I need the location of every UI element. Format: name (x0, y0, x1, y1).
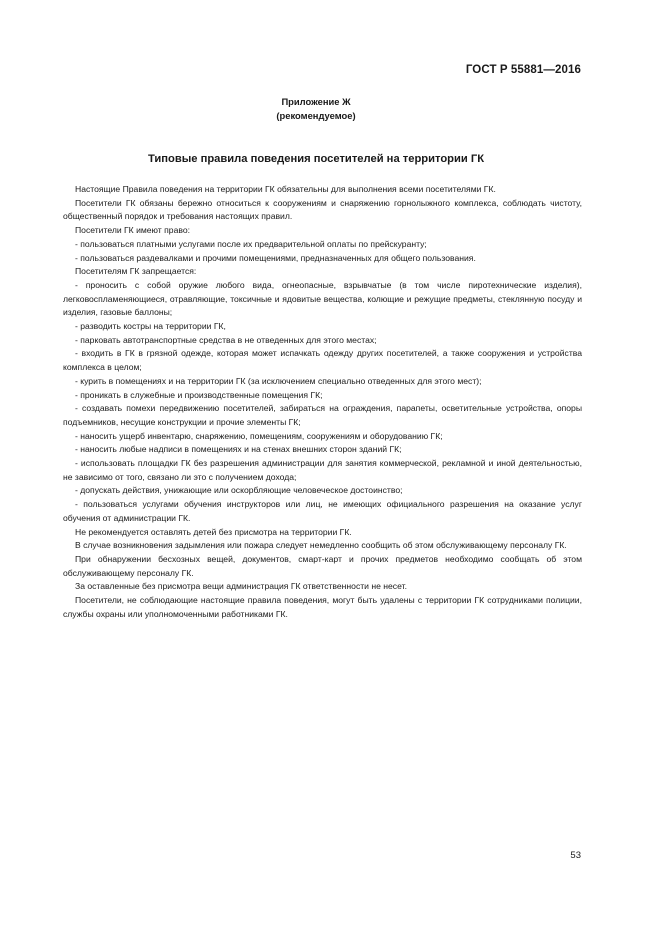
list-item: - наносить ущерб инвентарю, снаряжению, помещениям, сооружениям и оборудованию ГК; (75, 430, 443, 441)
paragraph: Посетителям ГК запрещается: (75, 266, 197, 277)
list-item: - проникать в служебные и производственные помещения ГК; (75, 389, 323, 400)
paragraph: За оставленные без присмотра вещи администрация ГК ответственности не несет. (75, 581, 407, 592)
list-item: - пользоваться услугами обучения инструкторов или лиц, не имеющих официального разрешения на оказание услуг обучения от администрации ГК. (63, 499, 582, 523)
list-item: - создавать помехи передвижению посетителей, забираться на ограждения, парапеты, осветительные устройства, опоры подъемников, несущие конструкции и прочие элементы ГК; (63, 403, 582, 427)
paragraph: В случае возникновения задымления или пожара следует немедленно сообщить об этом обслуживающему персоналу ГК. (75, 540, 567, 551)
list-item: - проносить с собой оружие любого вида, огнеопасные, взрывчатые (в том числе пиротехнические изделия), легковоспламеняющиеся, отравляющие, токсичные и ядовитые вещества, колющие и режущие предметы, стеклянную посуду и изделия, газовые баллоны; (63, 279, 582, 318)
list-item: - входить в ГК в грязной одежде, которая может испачкать одежду других посетителей, а также сооружения и устройства комплекса в целом; (63, 348, 582, 373)
rules-body (63, 183, 582, 622)
list-item: - курить в помещениях и на территории ГК (за исключением специально отведенных для этого мест); (75, 375, 482, 386)
document-standard-number: ГОСТ Р 55881—2016 (465, 64, 581, 76)
list-item: - разводить костры на территории ГК, (75, 321, 226, 332)
paragraph: Посетители ГК имеют право: (75, 225, 190, 236)
list-item: - использовать площадки ГК без разрешения администрации для занятия коммерческой, рекламной и иной деятельностью, не зависимо от того, связано ли это с получением дохода; (63, 458, 582, 482)
page-number: 53 (570, 850, 581, 861)
appendix-note: (рекомендуемое) (276, 109, 356, 121)
list-item: - пользоваться раздевалками и прочими помещениями, предназначенных для общего пользования. (75, 252, 476, 263)
paragraph: Настоящие Правила поведения на территории ГК обязательны для выполнения всеми посетителями ГК. (75, 184, 496, 194)
paragraph: Посетители, не соблюдающие настоящие правила поведения, могут быть удалены с территории ГК сотрудниками полиции, службы охраны или уполномоченными работниками ГК. (63, 595, 582, 619)
paragraph: При обнаружении бесхозных вещей, документов, смарт-карт и прочих предметов необходимо сообщать об этом обслуживающему персоналу ГК. (63, 553, 582, 578)
list-item: - пользоваться платными услугами после их предварительной оплаты по прейскуранту; (75, 238, 427, 249)
list-item: - наносить любые надписи в помещениях и на стенах внешних сторон зданий ГК; (75, 444, 402, 455)
list-item: - парковать автотранспортные средства в не отведенных для этого местах; (75, 334, 377, 345)
paragraph: Не рекомендуется оставлять детей без присмотра на территории ГК. (75, 526, 352, 537)
list-item: - допускать действия, унижающие или оскорбляющие человеческое достоинство; (75, 485, 403, 496)
appendix-heading (0, 95, 632, 122)
appendix-title: Приложение Ж (281, 96, 351, 107)
paragraph: Посетители ГК обязаны бережно относиться к сооружениям и снаряжению горнолыжного комплекса, соблюдать чистоту, общественный порядок и требования настоящих правил. (63, 197, 582, 222)
document-title: Типовые правила поведения посетителей на территории ГК (147, 153, 485, 165)
